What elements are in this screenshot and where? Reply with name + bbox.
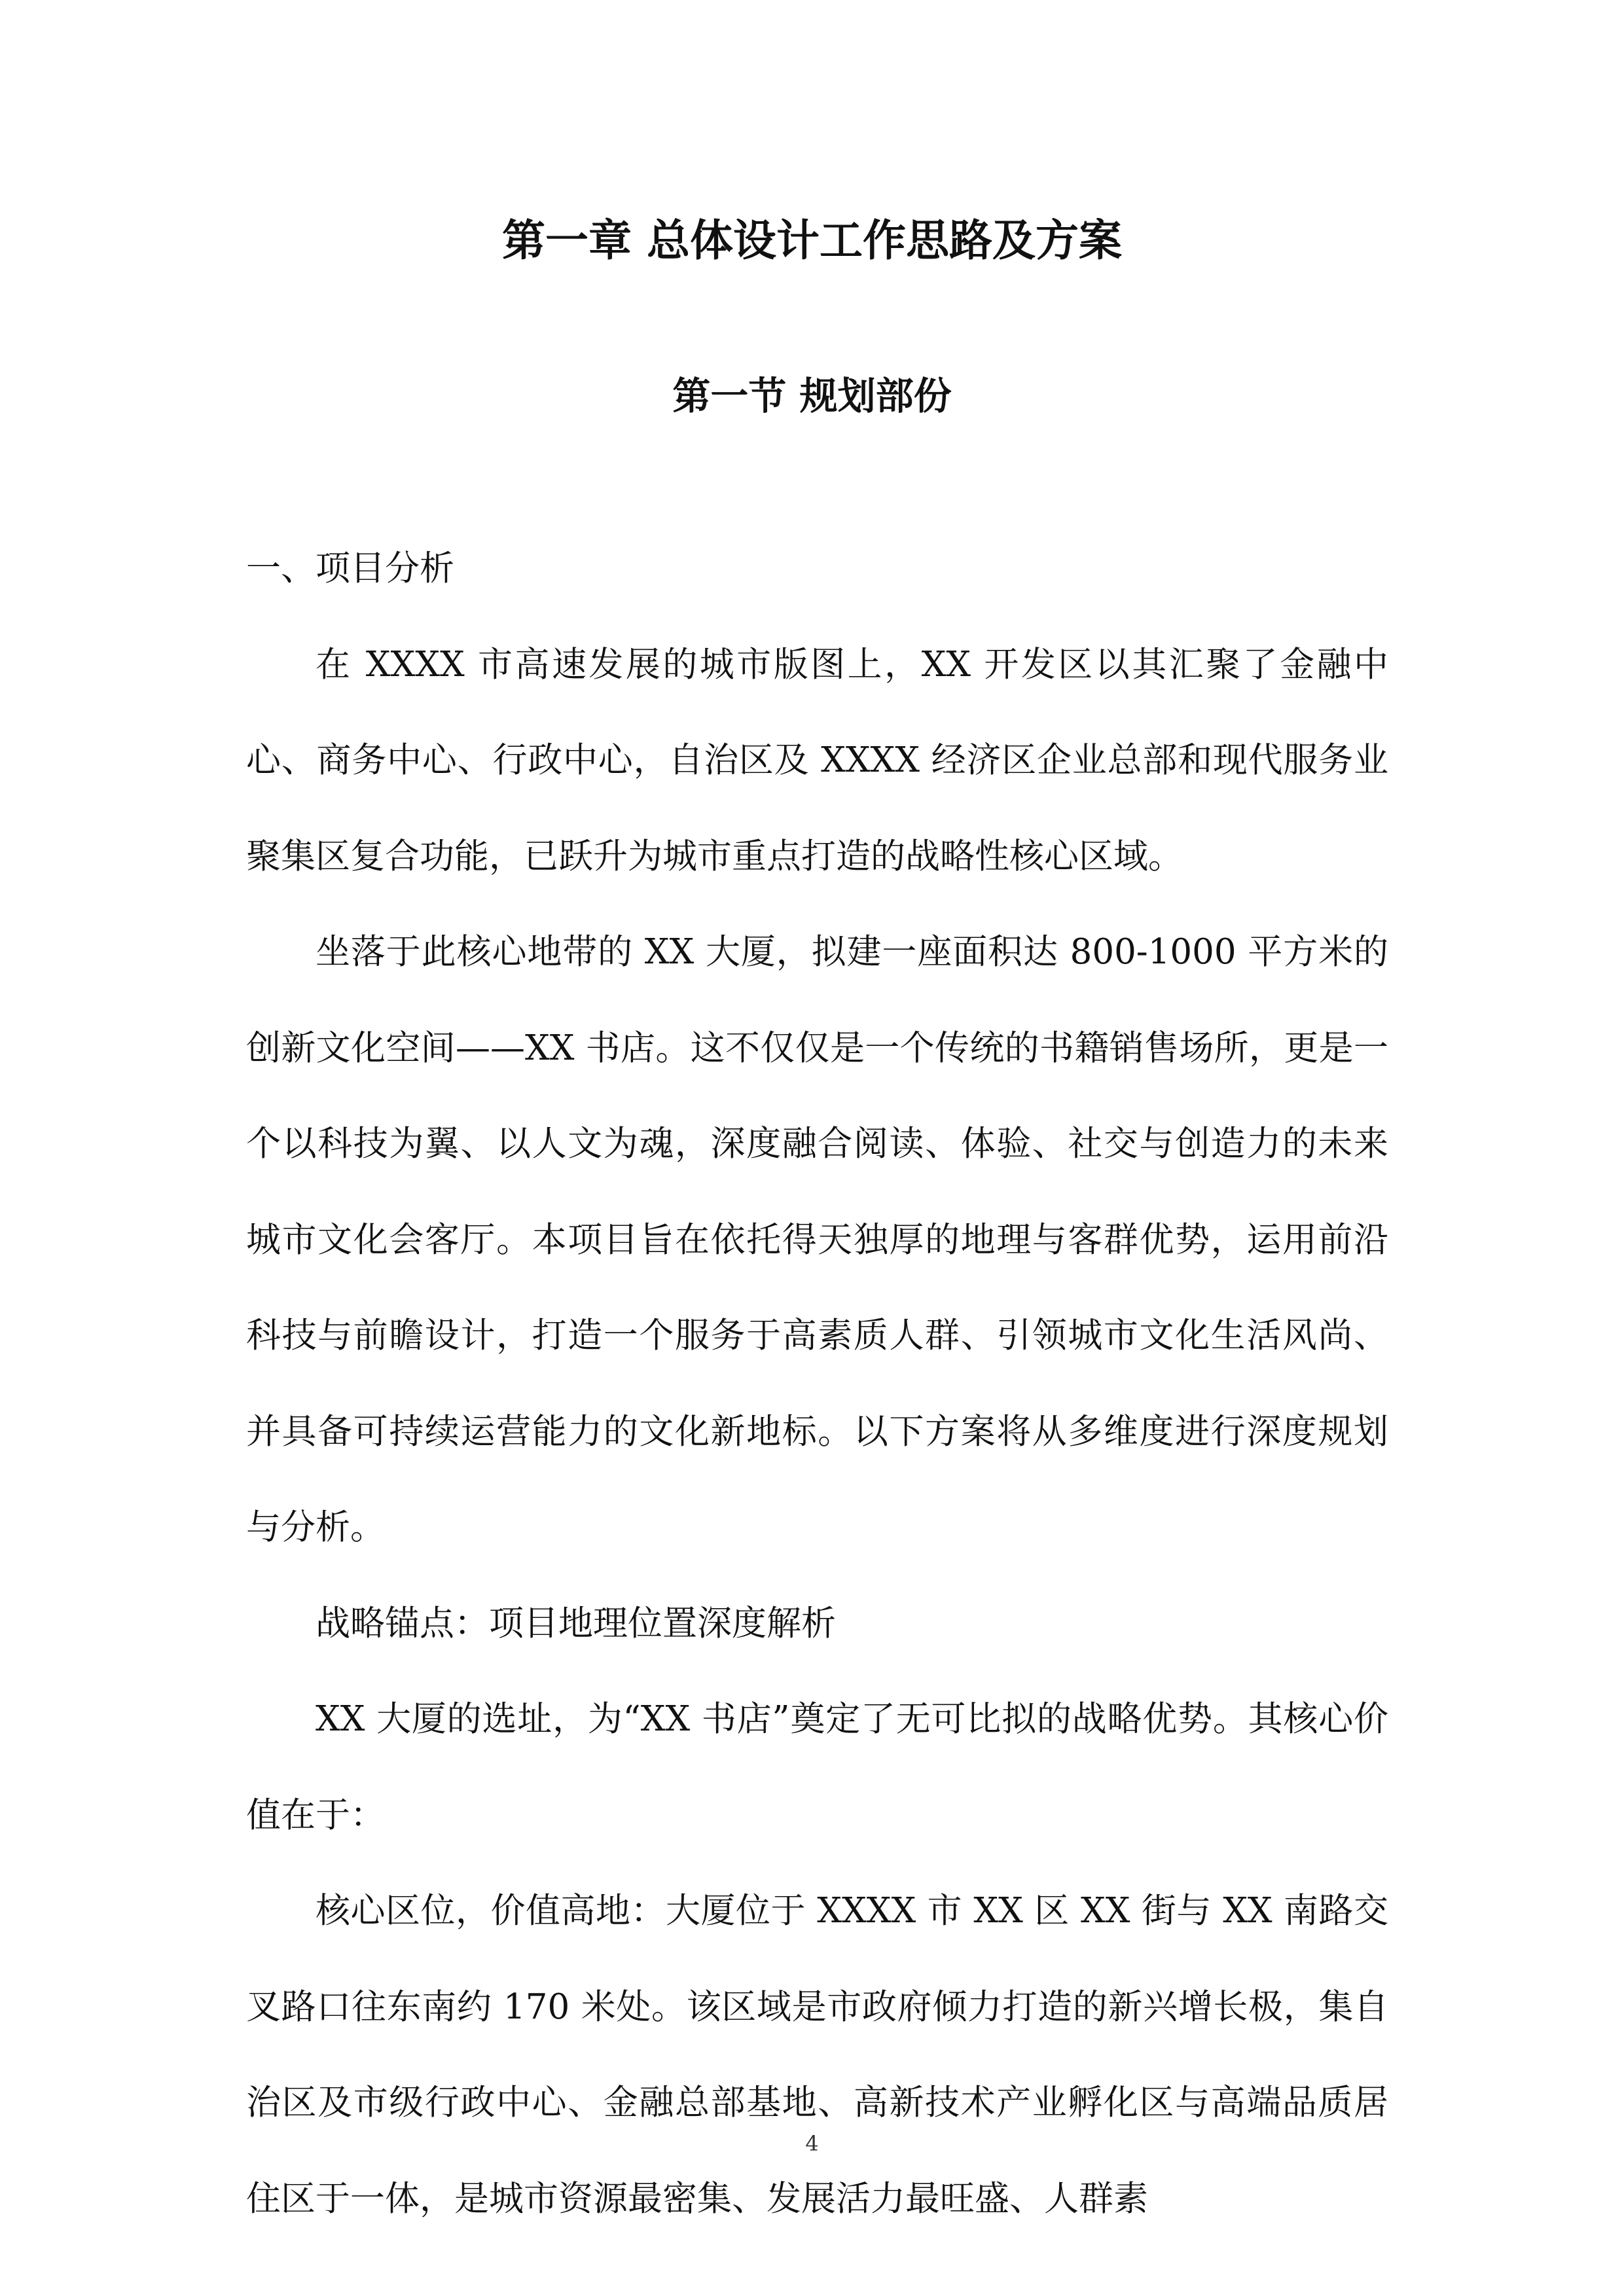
paragraph-location-advantage: XX 大厦的选址，为“XX 书店”奠定了无可比拟的战略优势。其核心价值在于： — [246, 1699, 1388, 1835]
paragraph-project-overview: 坐落于此核心地带的 XX 大厦，拟建一座面积达 800-1000 平方米的创新文化空间——XX 书店。这不仅仅是一个传统的书籍销售场所，更是一个以科技为翼、以人文为魂，深度融合阅读、体验、社交与创造力的未来城市文化会客厅。本项目旨在依托得天独厚的地理与客群优势，运用前沿科技与前瞻设计，打造一个服务于高素质人群、引领城市文化生活风尚、并具备可持续运营能力的文化新地标。以下方案将从多维度进行深度规划与分析。 — [246, 932, 1388, 1547]
paragraph-intro: 在 XXXX 市高速发展的城市版图上，XX 开发区以其汇聚了金融中心、商务中心、行政中心，自治区及 XXXX 经济区企业总部和现代服务业聚集区复合功能，已跃升为城市重点打造的战略性核心区域。 — [246, 644, 1388, 876]
body-text — [246, 521, 1388, 2247]
chapter-title: 第一章 总体设计工作思路及方案 — [502, 215, 1122, 266]
section-title: 第一节 规划部份 — [672, 374, 952, 418]
paragraph-core-location: 核心区位，价值高地：大厦位于 XXXX 市 XX 区 XX 街与 XX 南路交叉路口往东南约 170 米处。该区域是市政府倾力打造的新兴增长极，集自治区及市级行政中心、金融总部基地、高新技术产业孵化区与高端品质居住区于一体，是城市资源最密集、发展活力最旺盛、人群素 — [246, 1891, 1388, 2219]
heading-project-analysis: 一、项目分析 — [246, 548, 454, 588]
paragraph-strategic-anchor: 战略锚点：项目地理位置深度解析 — [316, 1603, 836, 1643]
page-number: 4 — [805, 2131, 819, 2156]
